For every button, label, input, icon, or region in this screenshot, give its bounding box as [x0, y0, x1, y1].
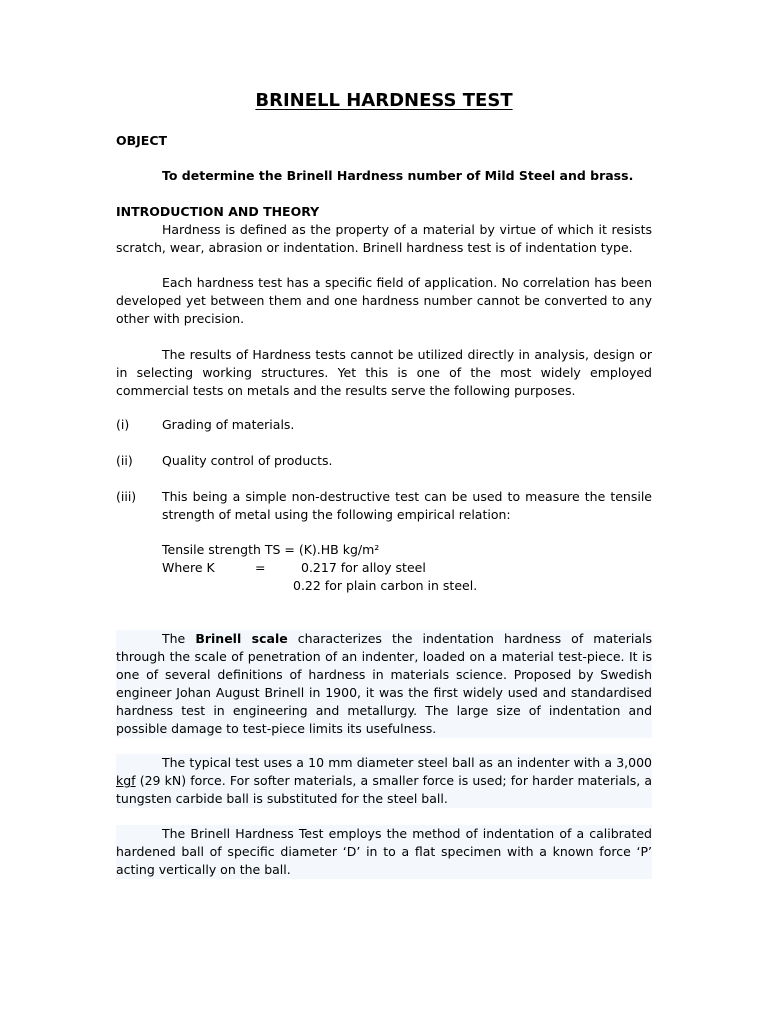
intro-paragraph-2: Each hardness test has a specific field of application. No correlation has been developed yet between them and one hardness number cannot be converted to any other with precision.: [116, 275, 652, 326]
brinell-text-post: characterizes the indentation hardness of materials through the scale of penetration of an indenter, loaded on a material test-piece. It is one of several definitions of hardness in materials science. Proposed by Swedish engineer Johan August Brinell in 1900, it was the first widely used and standardised hardness test in engineering and metallurgy. The large size of indentation and possible damage to test-piece limits its usefulness.: [116, 631, 652, 736]
list-item: [116, 452, 652, 470]
typical-test-paragraph: [116, 754, 652, 808]
brinell-scale-term: Brinell scale: [195, 631, 288, 646]
brinell-text-pre: The: [162, 631, 196, 646]
formula-equals-sign: =: [255, 560, 266, 575]
list-item: [116, 416, 652, 434]
intro-heading: INTRODUCTION AND THEORY: [116, 204, 320, 219]
brinell-scale-paragraph: [116, 630, 652, 738]
intro-paragraph-3: The results of Hardness tests cannot be utilized directly in analysis, design or in selecting working structures. Yet this is one of the most widely employed commercial tests on metals and the results serve the following purposes.: [116, 347, 652, 398]
list-item-number: (iii): [116, 489, 137, 504]
object-heading: OBJECT: [116, 133, 168, 148]
list-item-text: Quality control of products.: [162, 453, 333, 468]
list-item-number: (ii): [116, 453, 133, 468]
typical-test-text-pre: The typical test uses a 10 mm diameter steel ball as an indenter with a 3,000: [162, 755, 652, 770]
formula-k-plain-carbon: 0.22 for plain carbon in steel.: [293, 578, 478, 593]
kgf-unit-link[interactable]: kgf: [116, 773, 136, 788]
list-item-text: This being a simple non-destructive test can be used to measure the tensile strength of metal using the following empirical relation:: [162, 489, 652, 522]
list-item: [116, 488, 652, 524]
list-item-text: Grading of materials.: [162, 417, 295, 432]
formula-k-alloy-steel: 0.217 for alloy steel: [301, 560, 426, 575]
intro-paragraph-1: Hardness is defined as the property of a material by virtue of which it resists scratch, wear, abrasion or indentation. Brinell hardness test is of indentation type.: [116, 222, 652, 255]
test-method-paragraph: The Brinell Hardness Test employs the method of indentation of a calibrated hardened ball of specific diameter ‘D’ in to a flat specimen with a known force ‘P’ acting vertically on the ball.: [116, 826, 652, 877]
typical-test-text-post: (29 kN) force. For softer materials, a smaller force is used; for harder materials, a tungsten carbide ball is substituted for the steel ball.: [116, 773, 652, 806]
list-item-number: (i): [116, 417, 130, 432]
document-title-text: BRINELL HARDNESS TEST: [255, 90, 513, 111]
tensile-strength-formula: Tensile strength TS = (K).HB kg/m²: [162, 542, 380, 557]
object-text: To determine the Brinell Hardness number of Mild Steel and brass.: [162, 168, 634, 183]
formula-where-label: Where K: [162, 560, 215, 575]
document-title: [0, 90, 768, 112]
